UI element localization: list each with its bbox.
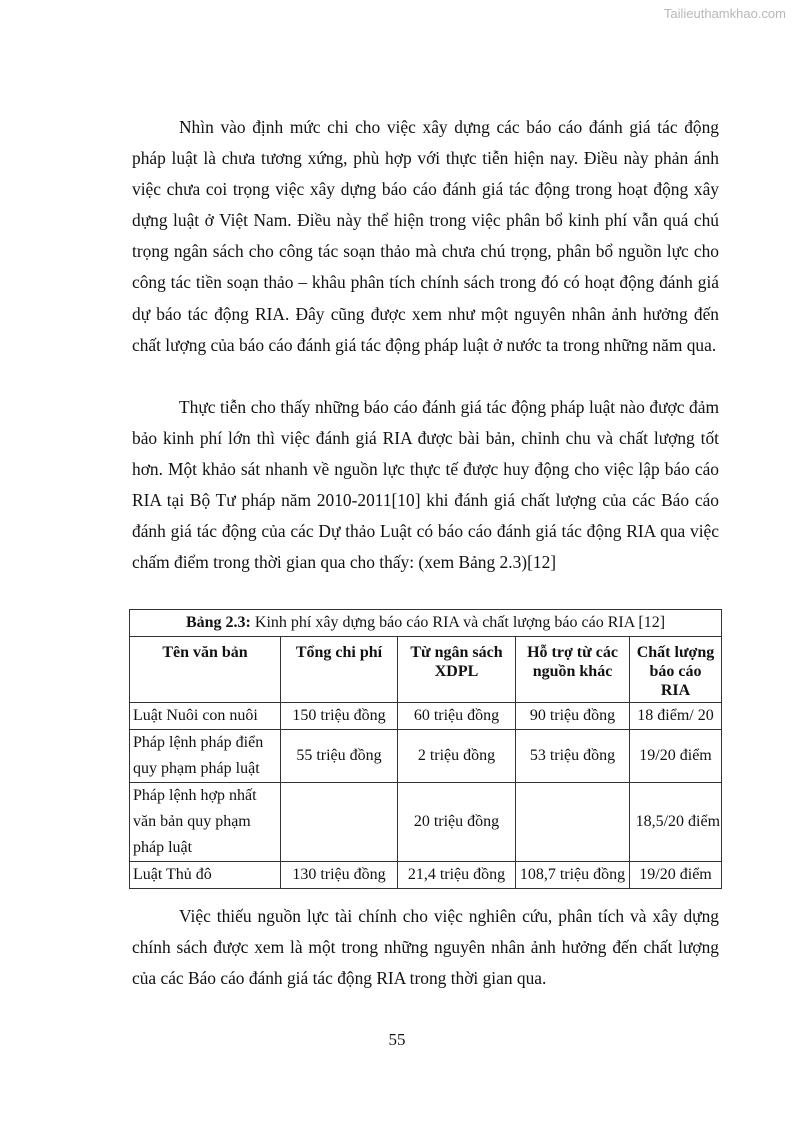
table-header-row bbox=[130, 637, 722, 703]
cell-document-name: Pháp lệnh hợp nhất văn bản quy phạm pháp luật bbox=[130, 783, 281, 862]
cell-document-name: Pháp lệnh pháp điển quy phạm pháp luật bbox=[130, 730, 281, 783]
cell-from-budget: 20 triệu đồng bbox=[398, 783, 516, 862]
watermark: Tailieuthamkhao.com bbox=[663, 6, 786, 21]
cell-ria-quality: 19/20 điểm bbox=[630, 730, 722, 783]
table-row bbox=[130, 862, 722, 889]
table-caption-label: Bảng 2.3: bbox=[185, 614, 251, 631]
paragraph-2: Thực tiễn cho thấy những báo cáo đánh giá tác động pháp luật nào được đảm bảo kinh phí lớn thì việc đánh giá RIA được bài bản, chỉnh chu và chất lượng tốt hơn. Một khảo sát nhanh về nguồn lực thực tế được huy động cho việc lập báo cáo RIA tại Bộ Tư pháp năm 2010-2011[10] khi đánh giá chất lượng của các Báo cáo đánh giá tác động của các Dự thảo Luật có báo cáo đánh giá tác động RIA qua việc chấm điểm trong thời gian qua cho thấy: (xem Bảng 2.3)[12] bbox=[132, 397, 719, 573]
cell-other-support: 53 triệu đồng bbox=[516, 730, 630, 783]
cell-from-budget: 60 triệu đồng bbox=[398, 703, 516, 730]
cell-total-cost: 150 triệu đồng bbox=[281, 703, 398, 730]
cell-ria-quality: 18,5/20 điểm bbox=[630, 783, 722, 862]
cell-from-budget: 2 triệu đồng bbox=[398, 730, 516, 783]
header-from-budget: Từ ngân sách XDPL bbox=[398, 637, 516, 703]
header-ria-quality: Chất lượng báo cáo RIA bbox=[630, 637, 722, 703]
cell-from-budget: 21,4 triệu đồng bbox=[398, 862, 516, 889]
paragraph-1: Nhìn vào định mức chi cho việc xây dựng các báo cáo đánh giá tác động pháp luật là chưa tương xứng, phù hợp với thực tiễn hiện nay. Điều này phản ánh việc chưa coi trọng việc xây dựng báo cáo đánh giá tác động trong hoạt động xây dựng luật ở Việt Nam. Điều này thể hiện trong việc phân bổ kinh phí vẫn quá chú trọng ngân sách cho công tác soạn thảo mà chưa chú trọng, phân bổ nguồn lực cho công tác tiền soạn thảo – khâu phân tích chính sách trong đó có hoạt động đánh giá dự báo tác động RIA. Đây cũng được xem như một nguyên nhân ảnh hưởng đến chất lượng của báo cáo đánh giá tác động pháp luật ở nước ta trong những năm qua. bbox=[132, 117, 719, 355]
paragraph-3: Việc thiếu nguồn lực tài chính cho việc nghiên cứu, phân tích và xây dựng chính sách được xem là một trong những nguyên nhân ảnh hưởng đến chất lượng của các Báo cáo đánh giá tác động RIA trong thời gian qua. bbox=[132, 906, 719, 989]
header-total-cost: Tổng chi phí bbox=[281, 637, 398, 703]
table-caption-text: Kinh phí xây dựng báo cáo RIA và chất lượng báo cáo RIA [12] bbox=[250, 614, 666, 631]
header-other-support: Hỗ trợ từ các nguồn khác bbox=[516, 637, 630, 703]
page-number: 55 bbox=[388, 1030, 406, 1049]
cell-total-cost bbox=[281, 783, 398, 862]
budget-quality-table bbox=[129, 609, 722, 889]
header-document-name: Tên văn bản bbox=[130, 637, 281, 703]
cell-document-name: Luật Thủ đô bbox=[130, 862, 281, 889]
cell-ria-quality: 19/20 điểm bbox=[630, 862, 722, 889]
cell-total-cost: 130 triệu đồng bbox=[281, 862, 398, 889]
cell-ria-quality: 18 điểm/ 20 bbox=[630, 703, 722, 730]
table-row bbox=[130, 730, 722, 783]
cell-other-support: 108,7 triệu đồng bbox=[516, 862, 630, 889]
table-row bbox=[130, 703, 722, 730]
cell-other-support: 90 triệu đồng bbox=[516, 703, 630, 730]
table-caption bbox=[130, 610, 722, 637]
cell-document-name: Luật Nuôi con nuôi bbox=[130, 703, 281, 730]
cell-other-support bbox=[516, 783, 630, 862]
cell-total-cost: 55 triệu đồng bbox=[281, 730, 398, 783]
table-row bbox=[130, 783, 722, 862]
